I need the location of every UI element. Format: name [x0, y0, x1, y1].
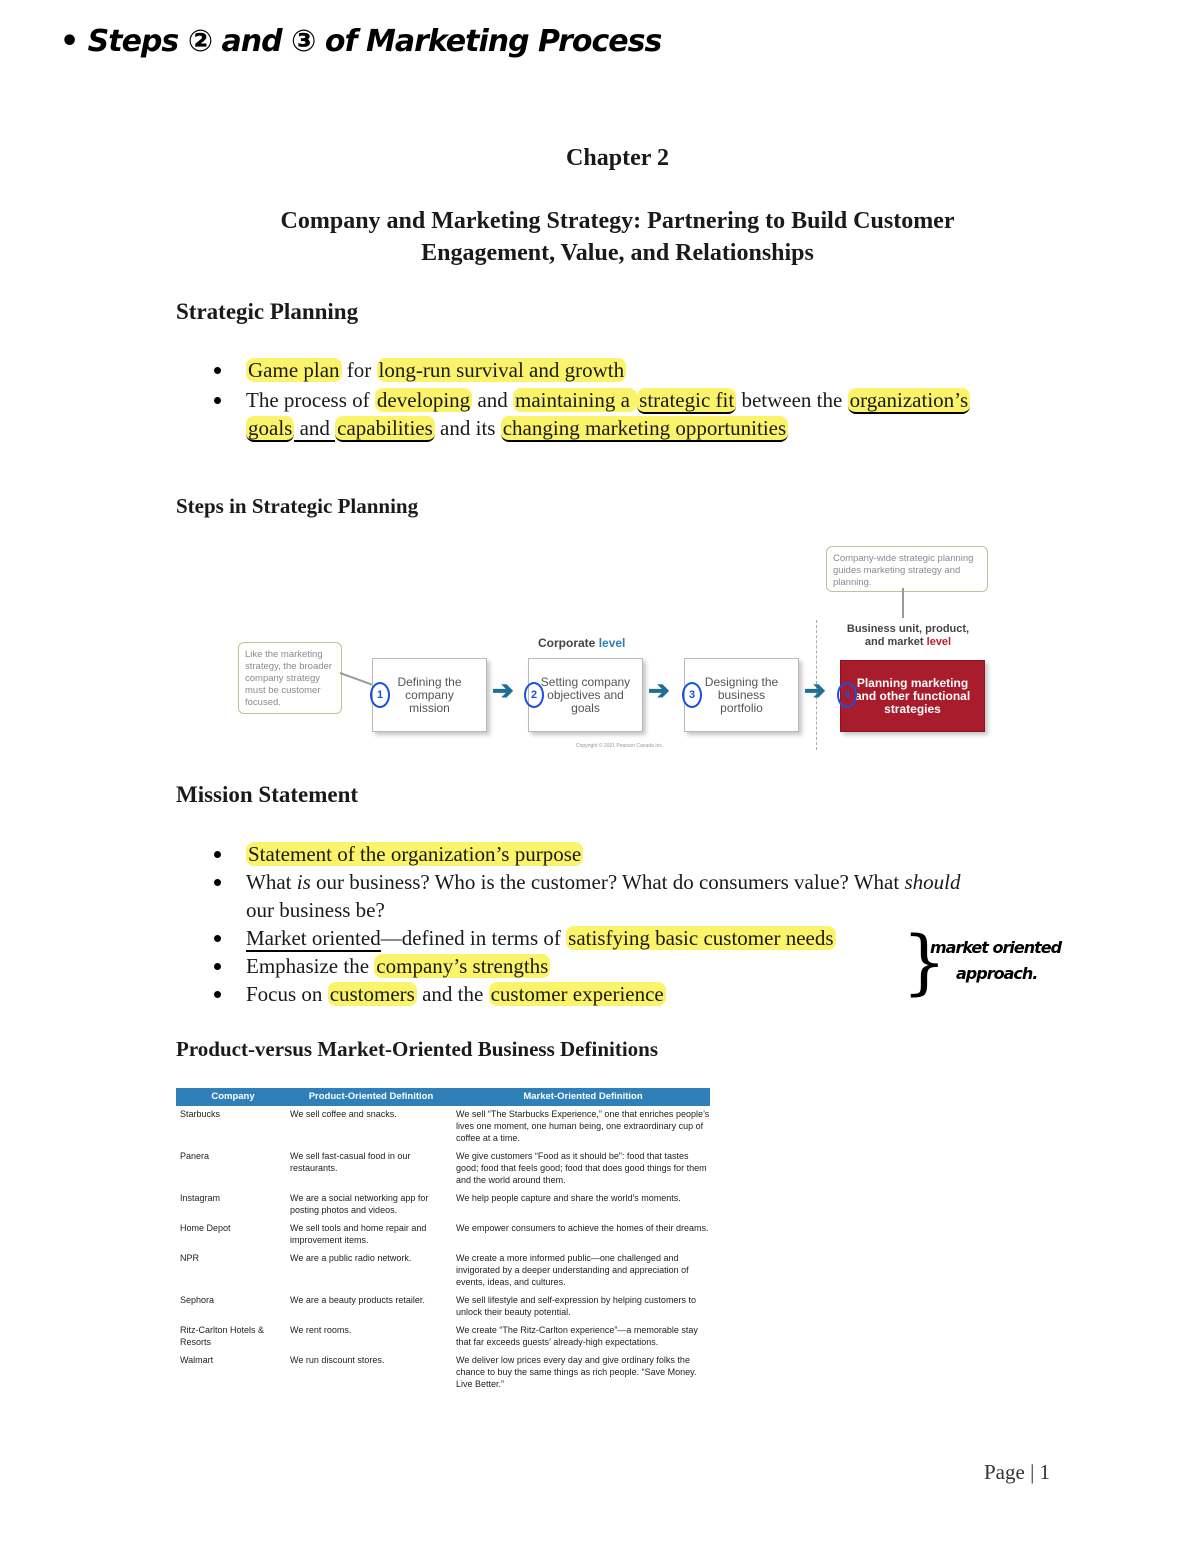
text: What	[246, 870, 297, 894]
table-cell: Panera	[180, 1151, 210, 1161]
strategic-planning-diagram	[232, 540, 1000, 760]
emphasis-text: should	[904, 870, 961, 894]
table-row	[176, 1354, 710, 1396]
section-heading-mission: Mission Statement	[176, 782, 359, 807]
chapter-label: Chapter 2	[566, 145, 669, 171]
step-label: Planning marketing and other functional strategies	[854, 675, 971, 716]
table-row	[176, 1222, 710, 1252]
step-setting-objectives	[528, 658, 643, 732]
step-number-2: 2	[524, 682, 544, 708]
table-cell: We run discount stores.	[290, 1355, 385, 1365]
table-cell: Walmart	[180, 1355, 214, 1365]
underlined-text: organization’s	[849, 388, 969, 412]
level-text: level	[598, 636, 626, 650]
underlined-text: and	[294, 416, 336, 440]
table-cell: We sell coffee and snacks.	[290, 1109, 397, 1119]
underlined-text: capabilities	[337, 416, 433, 440]
text: Emphasize the	[246, 954, 375, 978]
handwritten-note-line2: approach.	[956, 964, 1038, 983]
table-cell: We rent rooms.	[290, 1325, 352, 1335]
step-number-4: 4	[837, 682, 857, 708]
text: our business? Who is the customer? What do consumers value? What	[310, 870, 905, 894]
diagram-note-left: Like the marketing strategy, the broader company strategy must be customer focused.	[238, 642, 342, 714]
underlined-text: strategic fit	[639, 388, 735, 412]
table-cell: We sell lifestyle and self-expression by helping customers to unlock their beauty potential.	[456, 1295, 696, 1317]
step-label: Designing the business portfolio	[704, 674, 779, 715]
step-label: Setting company objectives and goals	[540, 674, 631, 715]
underlined-text: changing marketing opportunities	[502, 416, 787, 440]
table-cell: We help people capture and share the world’s moments.	[456, 1193, 681, 1203]
table-row	[176, 1192, 710, 1222]
table-row	[176, 1106, 710, 1150]
text: —defined in terms of	[380, 926, 567, 950]
table-cell: We sell “The Starbucks Experience,” one that enriches people’s lives one moment, one human being, one extraordinary cup of coffee at a time.	[456, 1109, 710, 1143]
table-row	[176, 1150, 710, 1192]
column-header-product: Product-Oriented Definition	[308, 1091, 434, 1102]
strategic-planning-bullets	[176, 356, 1076, 442]
text: and its	[434, 416, 501, 440]
table-cell: We create a more informed public—one challenged and invigorated by a deeper understanding and appreciation of events, ideas, and cultures.	[456, 1253, 689, 1287]
table-cell: We are a beauty products retailer.	[290, 1295, 425, 1305]
arrow-right-icon: ➔	[492, 675, 514, 705]
page-number: Page | 1	[984, 1460, 1051, 1484]
section-heading-steps: Steps in Strategic Planning	[176, 494, 419, 518]
text: Focus on	[246, 982, 328, 1006]
highlighted-text: company’s strengths	[376, 954, 549, 978]
list-item	[176, 840, 1076, 868]
table-header	[176, 1088, 710, 1106]
text: and the	[416, 982, 489, 1006]
step-label: Defining the company mission	[397, 674, 462, 715]
text: between the	[736, 388, 848, 412]
table-cell: Instagram	[180, 1193, 221, 1203]
note-connector-top	[902, 588, 904, 618]
table-cell: Ritz-Carlton Hotels & Resorts	[180, 1325, 265, 1347]
highlighted-text: customers	[329, 982, 415, 1006]
table-cell: We deliver low prices every day and give ordinary folks the chance to buy the same things as rich people. “Save Money. Live Better.”	[456, 1355, 697, 1389]
underlined-text: Market oriented	[246, 926, 381, 950]
note-connector-left	[340, 672, 372, 685]
list-item	[176, 868, 1076, 924]
table-cell: We give customers “Food as it should be”: food that tastes good; food that feels good; food that does good things for them and the world around them.	[456, 1151, 707, 1185]
table-cell: NPR	[180, 1253, 200, 1263]
table-cell: Home Depot	[180, 1223, 231, 1233]
table-row	[176, 1294, 710, 1324]
text: The process of	[246, 388, 375, 412]
table-cell: We are a social networking app for posting photos and videos.	[290, 1193, 429, 1215]
arrow-right-icon: ➔	[804, 675, 826, 705]
text: and	[472, 388, 514, 412]
document-title-line2: Engagement, Value, and Relationships	[421, 240, 814, 266]
section-heading-strategic-planning: Strategic Planning	[176, 299, 359, 324]
handwritten-note-line1: market oriented	[930, 938, 1062, 957]
diagram-copyright: Copyright © 2021 Pearson Canada Inc.	[576, 743, 664, 749]
table-cell: We sell tools and home repair and improvement items.	[290, 1223, 427, 1245]
handwritten-brace: }	[902, 921, 947, 1003]
highlighted-text: satisfying basic customer needs	[568, 926, 834, 950]
underlined-text: goals	[248, 416, 293, 440]
table-row	[176, 1324, 710, 1354]
table-cell: Sephora	[180, 1295, 215, 1305]
corporate-level-label	[538, 636, 625, 650]
arrow-right-icon: ➔	[648, 675, 670, 705]
step-number-1: 1	[370, 682, 390, 708]
section-heading-definitions: Product-versus Market-Oriented Business Definitions	[176, 1037, 659, 1061]
text: for	[341, 358, 377, 382]
emphasis-text: is	[296, 870, 311, 894]
table-cell: We create “The Ritz-Carlton experience”—a memorable stay that far exceeds guests’ already-high expectations.	[456, 1325, 698, 1347]
step-planning-marketing	[840, 660, 985, 732]
column-header-market: Market-Oriented Definition	[523, 1091, 643, 1102]
text: our business be?	[246, 898, 385, 922]
highlighted-text: long-run survival and growth	[378, 358, 625, 382]
document-title-line1: Company and Marketing Strategy: Partnering to Build Customer	[280, 208, 955, 234]
list-item	[176, 386, 1076, 442]
definitions-table	[176, 1088, 710, 1396]
highlighted-text: Statement of the organization’s purpose	[248, 842, 582, 866]
column-header-company: Company	[211, 1091, 255, 1102]
highlighted-text: maintaining a	[515, 388, 636, 412]
table-cell: We sell fast-casual food in our restaurants.	[290, 1151, 411, 1173]
list-item	[176, 356, 1076, 384]
label-text: Business unit, product, and market	[846, 623, 970, 648]
level-text: level	[926, 636, 952, 648]
highlighted-text: Game plan	[248, 358, 340, 382]
label-text: Corporate	[538, 636, 599, 650]
step-number-3: 3	[682, 682, 702, 708]
handwritten-title: • Steps ② and ③ of Marketing Process	[60, 24, 662, 59]
diagram-note-top: Company-wide strategic planning guides marketing strategy and planning.	[826, 546, 988, 592]
table-row	[176, 1252, 710, 1294]
table-cell: Starbucks	[180, 1109, 221, 1119]
highlighted-text: developing	[376, 388, 471, 412]
table-cell: We are a public radio network.	[290, 1253, 412, 1263]
highlighted-text: customer experience	[490, 982, 664, 1006]
business-level-label	[838, 623, 978, 649]
table-cell: We empower consumers to achieve the homes of their dreams.	[456, 1223, 709, 1233]
